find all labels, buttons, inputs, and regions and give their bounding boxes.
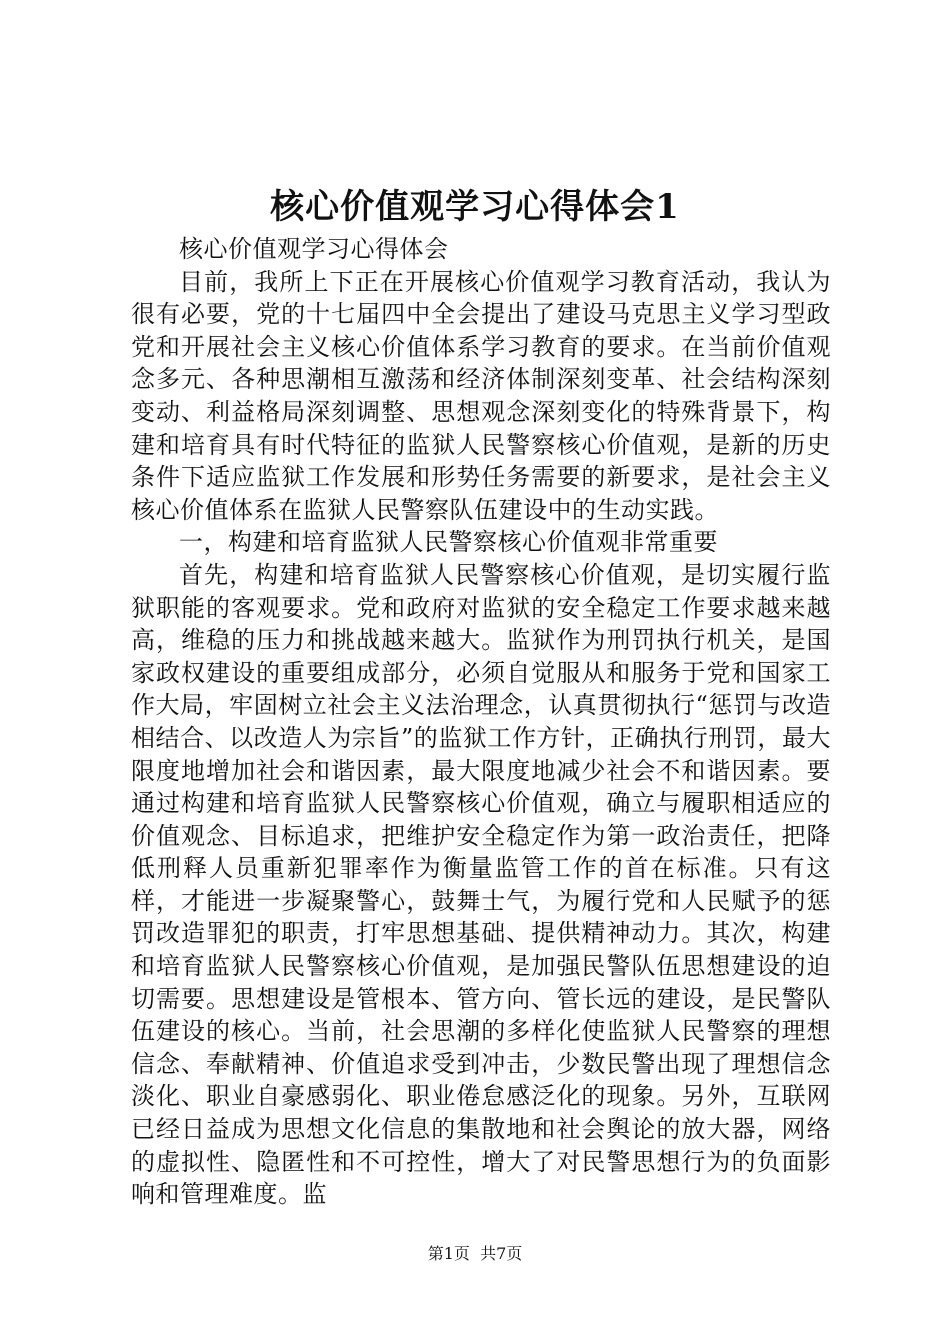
document-body: [131, 233, 831, 1211]
page-total: 共7页: [480, 1244, 523, 1263]
document-title: 核心价值观学习心得体会1: [270, 187, 680, 227]
paragraph-body: 首先，构建和培育监狱人民警察核心价值观，是切实履行监狱职能的客观要求。党和政府对监狱的安全稳定工作要求越来越高，维稳的压力和挑战越来越大。监狱作为刑罚执行机关，是国家政权建设的重要组成部分，必须自觉服从和服务于党和国家工作大局，牢固树立社会主义法治理念，认真贯彻执行“惩罚与改造相结合、以改造人为宗旨”的监狱工作方针，正确执行刑罚，最大限度地增加社会和谐因素，最大限度地减少社会不和谐因素。要通过构建和培育监狱人民警察核心价值观，确立与履职相适应的价值观念、目标追求，把维护安全稳定作为第一政治责任，把降低刑释人员重新犯罪率作为衡量监管工作的首在标准。只有这样，才能进一步凝聚警心，鼓舞士气，为履行党和人民赋予的惩罚改造罪犯的职责，打牢思想基础、提供精神动力。其次，构建和培育监狱人民警察核心价值观，是加强民警队伍思想建设的迫切需要。思想建设是管根本、管方向、管长远的建设，是民警队伍建设的核心。当前，社会思潮的多样化使监狱人民警察的理想信念、奉献精神、价值追求受到冲击，少数民警出现了理想信念淡化、职业自豪感弱化、职业倦怠感泛化的现象。另外，互联网已经日益成为思想文化信息的集散地和社会舆论的放大器，网络的虚拟性、隐匿性和不可控性，增大了对民警思想行为的负面影响和管理难度。监: [131, 560, 831, 1209]
paragraph-intro: 目前，我所上下正在开展核心价值观学习教育活动，我认为很有必要，党的十七届四中全会提出了建设马克思主义学习型政党和开展社会主义核心价值体系学习教育的要求。在当前价值观念多元、各种思潮相互激荡和经济体制深刻变革、社会结构深刻变动、利益格局深刻调整、思想观念深刻变化的特殊背景下，构建和培育具有时代特征的监狱人民警察核心价值观，是新的历史条件下适应监狱工作发展和形势任务需要的新要求，是社会主义核心价值体系在监狱人民警察队伍建设中的生动实践。: [131, 267, 831, 524]
page-number: 第1页: [427, 1244, 470, 1263]
page-footer: [0, 1243, 950, 1265]
document-subtitle: 核心价值观学习心得体会: [179, 235, 449, 263]
section-heading: 一，构建和培育监狱人民警察核心价值观非常重要: [179, 528, 718, 557]
